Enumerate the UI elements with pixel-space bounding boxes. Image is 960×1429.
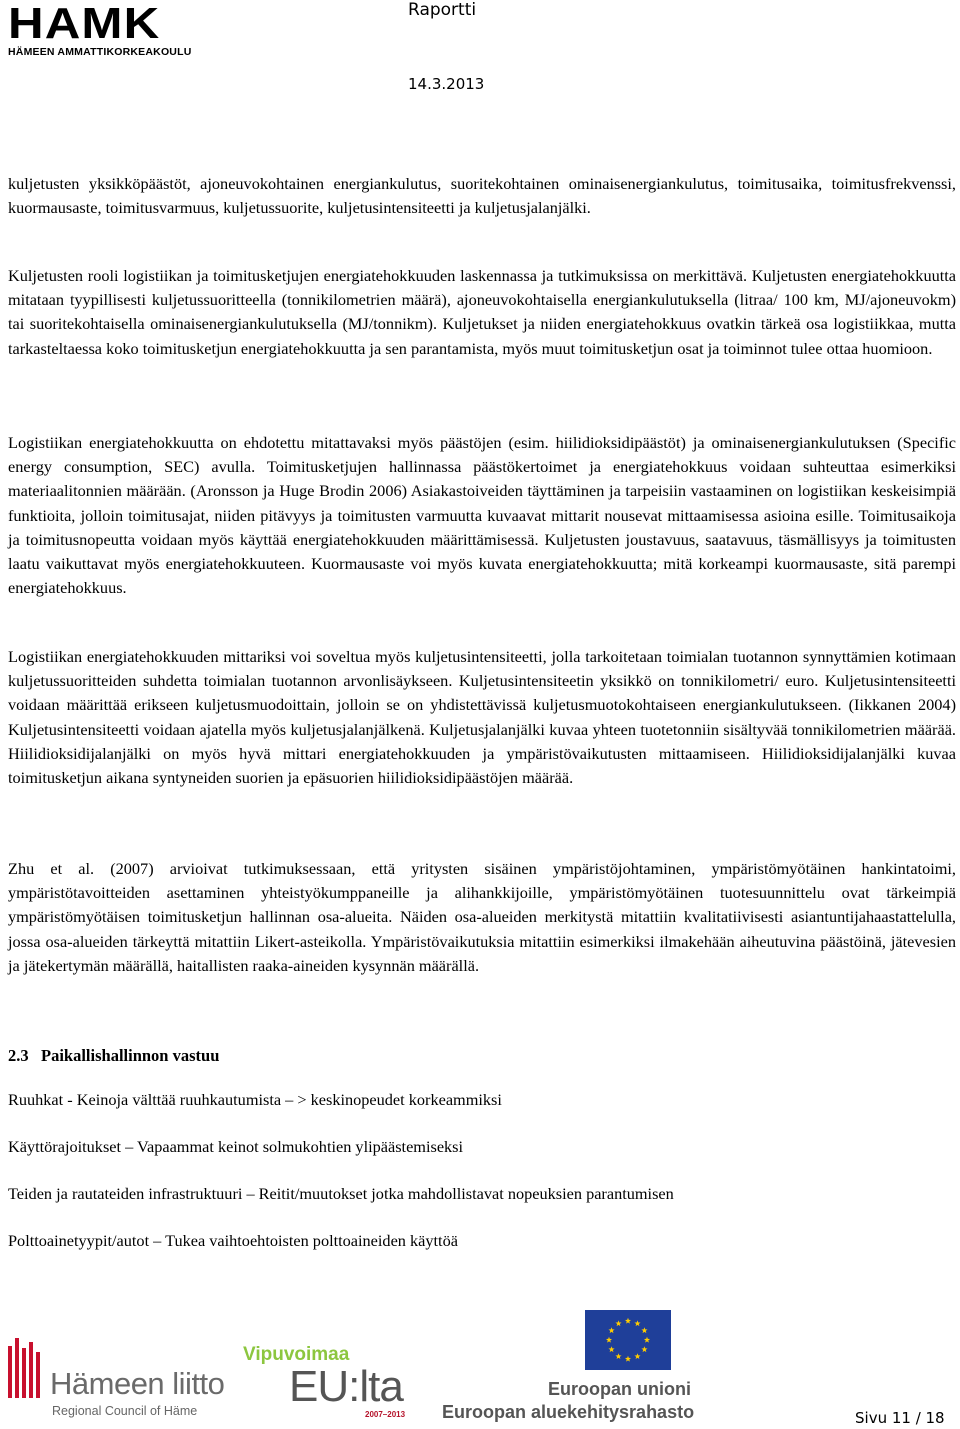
eu-fund-name: Euroopan aluekehitysrahasto [442,1402,695,1422]
hameen-liitto-subtitle: Regional Council of Häme [52,1404,198,1418]
vipuvoimaa-text: Vipuvoimaa [243,1344,350,1365]
list-item: Polttoainetyypit/autot – Tukea vaihtoehtoisten polttoaineiden käyttöä [8,1231,458,1250]
eu-flag-icon [585,1310,671,1370]
list-item: Käyttörajoitukset – Vapaammat keinot solmukohtien ylipäästemiseksi [8,1137,464,1156]
hamk-logo-text: HAMK [8,0,161,48]
vipuvoimaa-logo [243,1344,423,1422]
paragraph-3: Logistiikan energiatehokkuutta on ehdotettu mitattavaksi myös päästöjen (esim. hiilidioksidipäästöt) ja ominaisenergiankulutuksen (Specific energy consumption, SEC) avulla. Toimitusketjujen hallinnassa päästökertoimet ja energiatehokkuus voidaan suhteuttaa esimerkiksi materiaalitonnien määrään. (Aronsson ja Huge Brodin 2006) Asiakastoiveiden täyttäminen ja tarpeisiin vastaaminen on logistiikan keskeisimpiä funktioita, jolloin toimitusajat, niiden pitävyys ja toimitusten varmuutta kuvaavat mittarit nousevat mittaamisessa asioina esille. Toimitusaikoja ja toimitusnopeutta voidaan myös käyttää energiatehokkuuden määrittämisessä. Kuljetusten joustavuus, saatavuus, täsmällisyys ja toimitusten laatu vaikuttavat myös energiatehokkuuteen. Kuormausaste voi myös kuvata energiatehokkuutta; mitä korkeampi kuormausaste, sitä parempi energiatehokkuus. [8,433,956,598]
paragraph-1: kuljetusten yksikköpäästöt, ajoneuvokohtainen energiankulutus, suoritekohtainen ominaisenergiankulutus, toimitusaika, toimitusfrekvenssi, kuormausaste, toimitusvarmuus, kuljetussuorite, kuljetusintensiteetti ja kuljetusjalanjälki. [8,174,956,218]
document-type: Raportti [408,0,477,20]
hameen-liitto-logo [8,1338,230,1420]
document-date: 14.3.2013 [408,75,485,93]
paragraph-5: Zhu et al. (2007) arvioivat tutkimuksessaan, että yritysten sisäinen ympäristöjohtaminen, ympäristömyötäinen hankintatoimi, ympäristötavoitteiden asettaminen yhteistyökumppaneille ja alihankkijoille, ympäristömyötäinen tuotesuunnittelu ovat tärkeimpiä ympäristömyötäisen toimitusketjun hallinnan osa-alueita. Näiden osa-alueiden merkitystä mitattiin kvalitatiivisesti asiantuntijahaastattelulla, jossa osa-alueiden tärkeyttä mitattiin Likert-asteikolla. Ympäristövaikutuksia mitattiin esimerkiksi ilmakehään aiheutuvina päästöinä, jätevesien ja jätekertymän määrällä, haitallisten raaka-aineiden kysynnän määrällä. [8,859,956,975]
hameen-liitto-emblem-icon [8,1338,46,1400]
section-heading [8,1046,219,1066]
hamk-logo [8,0,218,58]
paragraph-2: Kuljetusten rooli logistiikan ja toimitusketjujen energiatehokkuuden laskennassa ja tutkimuksissa on merkittävä. Kuljetusten energiatehokkuutta mitataan tyypillisesti kuljetussuoritteella (tonnikilometrien määrä), ajoneuvokohtaisella energiankulutuksella (litraa/ 100 km, MJ/ajoneuvokm) tai suoritekohtaisella ominaisenergiankulutuksella (MJ/tonnikm). Kuljetukset ja niiden energiatehokkuus ovatkin tärkeä osa logistiikkaa, mutta tarkasteltaessa koko toimitusketjun energiatehokkuutta ja sen parantamista, myös muut toimitusketjun osat ja toiminnot tulee ottaa huomioon. [8,266,956,358]
section-number: 2.3 [8,1046,29,1065]
list-item: Ruuhkat - Keinoja välttää ruuhkautumista – > keskinopeudet korkeammiksi [8,1090,502,1109]
eu-lta-text: EU:lta [289,1362,403,1411]
section-title: Paikallishallinnon vastuu [41,1046,220,1065]
hamk-logo-subtitle: HÄMEEN AMMATTIKORKEAKOULU [8,46,192,58]
list-item: Teiden ja rautateiden infrastruktuuri – Reitit/muutokset jotka mahdollistavat nopeuksien parantumisen [8,1184,674,1203]
hameen-liitto-name: Hämeen liitto [50,1366,225,1401]
eu-name: Euroopan unioni [548,1379,691,1399]
page-number: Sivu 11 / 18 [855,1409,945,1427]
program-years: 2007–2013 [365,1410,406,1419]
paragraph-4: Logistiikan energiatehokkuuden mittariksi voi soveltua myös kuljetusintensiteetti, jolla tarkoitetaan toimialan tuotannon synnyttämien kotimaan kuljetussuoritteiden suhdetta toimialan tuotannon arvonlisäykseen. Kuljetusintensiteetin yksikkö on tonnikilometri/ euro. Kuljetusintensiteetti voidaan määrittää erikseen kuljetusmuodoittain, jolloin se on yhdistettävissä kuljetusmuotokohtaiseen energiankulutukseen. (Iikkanen 2004) Kuljetusintensiteetti voidaan ajatella myös kuljetusjalanjälkenä. Kuljetusjalanjälki kuvaa yhteen tuotetonniin sisältyvää tonnikilometrien määrää. Hiilidioksidijalanjälki on myös hyvä mittari energiatehokkuuden ja ympäristövaikutusten mittaamiseen. Hiilidioksidijalanjälki kuvaa toimitusketjun aikana syntyneiden suorien ja epäsuorien hiilidioksidipäästöjen määrää. [8,647,956,788]
